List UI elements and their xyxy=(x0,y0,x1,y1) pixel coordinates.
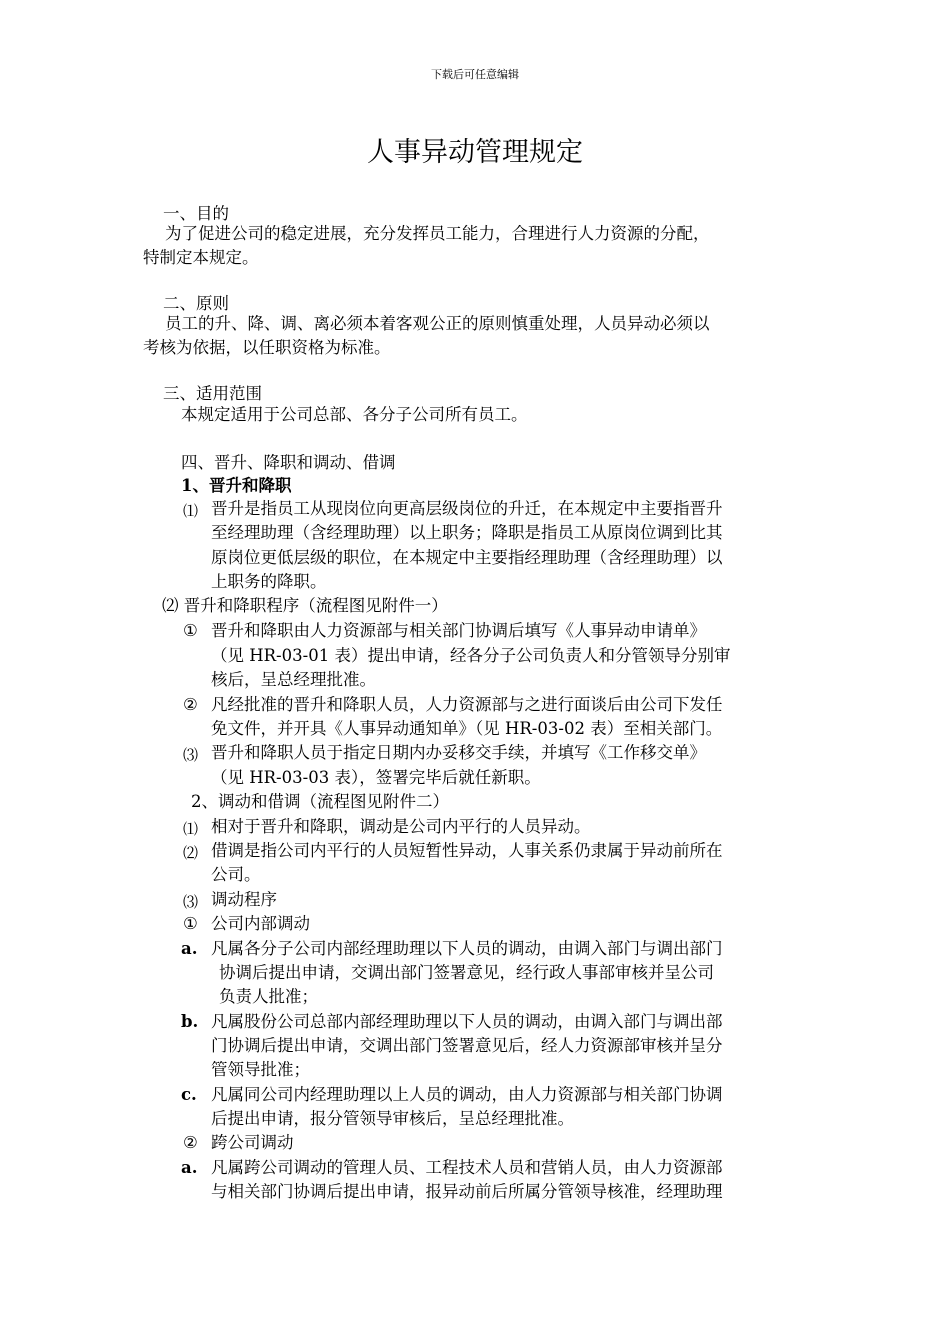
document-title: 人事异动管理规定 xyxy=(367,137,583,168)
paragraph-line: 门协调后提出申请，交调出部门签署意见后，经人力资源部审核并呈分 xyxy=(211,1036,723,1055)
item-marker: a. xyxy=(181,939,198,958)
section-heading-scope: 三、适用范围 xyxy=(163,384,262,403)
item-marker: ② xyxy=(183,695,198,714)
paragraph-line: 特制定本规定。 xyxy=(143,248,259,267)
paragraph-line: 核后，呈总经理批准。 xyxy=(211,670,376,689)
subsection-heading-transfer: 2、调动和借调（流程图见附件二） xyxy=(191,792,449,811)
subsection-heading-promotion: 1、晋升和降职 xyxy=(181,476,292,495)
paragraph-line: 凡经批准的晋升和降职人员，人力资源部与之进行面谈后由公司下发任 xyxy=(211,695,723,714)
item-marker: ② xyxy=(183,1133,198,1152)
paragraph-line: 晋升和降职由人力资源部与相关部门协调后填写《人事异动申请单》 xyxy=(211,621,706,640)
paragraph-line: 借调是指公司内平行的人员短暂性异动，人事关系仍隶属于异动前所在 xyxy=(211,841,723,860)
paragraph-line: 上职务的降职。 xyxy=(211,572,327,591)
item-marker: ① xyxy=(183,914,198,933)
section-heading-principle: 二、原则 xyxy=(163,294,229,313)
item-marker: ⑵ xyxy=(183,844,199,862)
section-heading-purpose: 一、目的 xyxy=(163,204,229,223)
paragraph-line: 负责人批准； xyxy=(219,987,318,1006)
paragraph-line: 凡属股份公司总部内部经理助理以下人员的调动，由调入部门与调出部 xyxy=(211,1012,723,1031)
paragraph-line: 晋升是指员工从现岗位向更高层级岗位的升迁，在本规定中主要指晋升 xyxy=(211,499,723,518)
item-marker: ⑴ xyxy=(183,502,199,520)
paragraph-line: 原岗位更低层级的职位，在本规定中主要指经理助理（含经理助理）以 xyxy=(211,548,723,567)
paragraph-line: 凡属同公司内经理助理以上人员的调动，由人力资源部与相关部门协调 xyxy=(211,1085,723,1104)
item-marker: ⑶ xyxy=(183,746,199,764)
header-note: 下载后可任意编辑 xyxy=(431,68,519,81)
paragraph-line: 公司内部调动 xyxy=(211,914,310,933)
paragraph-line: 调动程序 xyxy=(211,890,277,909)
paragraph-line: 考核为依据，以任职资格为标准。 xyxy=(143,338,391,357)
section-heading-promotion-transfer: 四、晋升、降职和调动、借调 xyxy=(181,453,396,472)
paragraph-line: 凡属各分子公司内部经理助理以下人员的调动，由调入部门与调出部门 xyxy=(211,939,723,958)
paragraph-line: 凡属跨公司调动的管理人员、工程技术人员和营销人员，由人力资源部 xyxy=(211,1158,723,1177)
paragraph-line: （见 HR-03-01 表）提出申请，经各分子公司负责人和分管领导分别审 xyxy=(211,646,731,665)
paragraph-line: 协调后提出申请，交调出部门签署意见，经行政人事部审核并呈公司 xyxy=(219,963,714,982)
item-marker: ⑶ xyxy=(183,893,199,911)
paragraph-line: 至经理助理（含经理助理）以上职务；降职是指员工从原岗位调到比其 xyxy=(211,523,723,542)
paragraph-line: 免文件，并开具《人事异动通知单》（见 HR-03-02 表）至相关部门。 xyxy=(211,719,723,738)
paragraph-line: 为了促进公司的稳定进展，充分发挥员工能力，合理进行人力资源的分配， xyxy=(165,224,710,243)
item-procedure-heading: ⑵ 晋升和降职程序（流程图见附件一） xyxy=(162,596,448,615)
item-marker: ⑴ xyxy=(183,820,199,838)
paragraph-line: 公司。 xyxy=(211,865,261,884)
paragraph-line: 跨公司调动 xyxy=(211,1133,294,1152)
paragraph-line: 员工的升、降、调、离必须本着客观公正的原则慎重处理，人员异动必须以 xyxy=(165,314,710,333)
item-marker: c. xyxy=(181,1085,197,1104)
item-marker: ① xyxy=(183,621,198,640)
paragraph-line: （见 HR-03-03 表），签署完毕后就任新职。 xyxy=(211,768,541,787)
item-marker: b. xyxy=(181,1012,199,1031)
paragraph-line: 管领导批准； xyxy=(211,1060,310,1079)
paragraph-line: 本规定适用于公司总部、各分子公司所有员工。 xyxy=(181,405,528,424)
paragraph-line: 相对于晋升和降职，调动是公司内平行的人员异动。 xyxy=(211,817,591,836)
paragraph-line: 与相关部门协调后提出申请，报异动前后所属分管领导核准，经理助理 xyxy=(211,1182,723,1201)
paragraph-line: 晋升和降职人员于指定日期内办妥移交手续，并填写《工作移交单》 xyxy=(211,743,706,762)
item-marker: a. xyxy=(181,1158,198,1177)
paragraph-line: 后提出申请，报分管领导审核后，呈总经理批准。 xyxy=(211,1109,574,1128)
